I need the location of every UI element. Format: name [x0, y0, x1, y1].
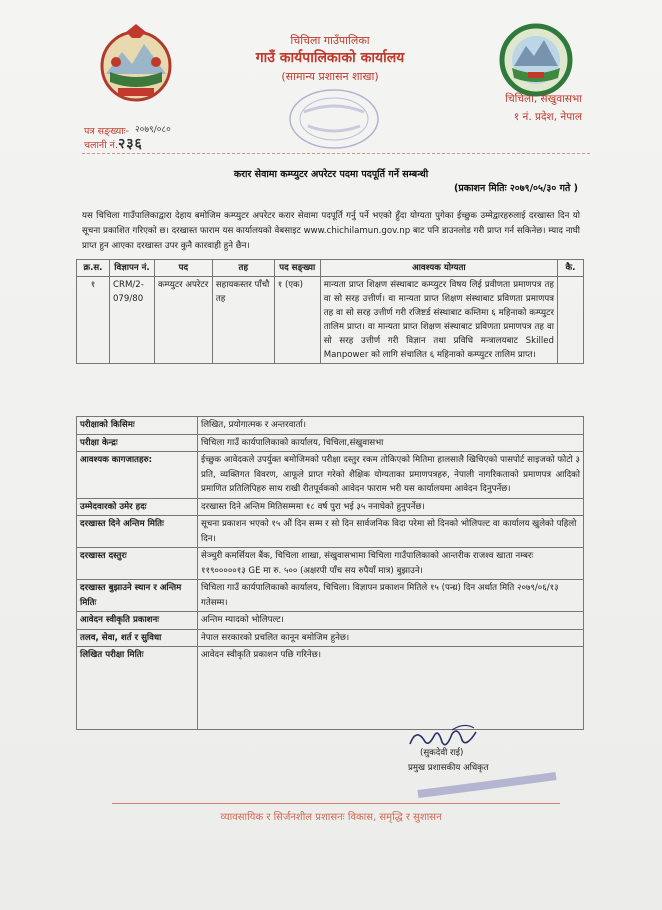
info-row-submission — [77, 580, 584, 612]
info-row-written-exam — [77, 647, 584, 730]
info-value: चिचिला गाउँ कार्यपालिकाको कार्यालय, चिचिला। विज्ञापन प्रकाशन मितिले १५ (पन्ध्र) दिन अर्थात मिति २०७९/०६/१३ गतेसम्म। — [198, 580, 584, 612]
info-value: सेञ्चुरी कमर्सियल बैंक, चिचिला शाखा, संखुवासभामा चिचिला गाउँपालिकाको आन्तरीक राजश्व खाता नम्बरः ११९०००००१३ GE मा रु. ५०० (अक्षरपी पाँच सय रुपैयाँ मात्र) बुझाउने। — [198, 548, 584, 580]
info-row-exam-type — [77, 417, 584, 435]
info-value: ईच्छुक आवेदकले उपर्युक्त बमोजिमको परीक्षा दस्तुर रकम तोकिएको मितिमा हालसालै खिचिएको पासपोर्ट साइजको फोटो ३ प्रति, व्यक्तिगत विवरण, आफूले प्राप्त गरेको शैक्षिक योग्यताका प्रमाणपत्रहरु, नेपाली नागरिकताको प्रमाणपत्र आदिको प्रमाणित प्रतिलिपिहरु साथ राखी रीतपूर्वकको आवेदन फाराम भरी यस कार्यालयमा आवेदन दिनुपर्नेछ। — [198, 452, 584, 499]
location-district: चिचिला, संखुवासभा — [505, 93, 582, 105]
info-value: लिखित, प्रयोगात्मक र अन्तरवार्ता। — [198, 417, 584, 435]
intro-paragraph: यस चिचिला गाउँपालिकाद्वारा देहाय बमोजिम कम्प्युटर अपरेटर करार सेवामा पदपूर्ति गर्नु पर्ने भएको हुँदा योग्यता पुगेका ईच्छुक उम्मेद्वारहरुलाई दरखास्त दिन यो सूचना प्रकाशित गरिएको छ। दरखास्त फाराम यस कार्यालयको वेबसाइट www.chichilamun.gov.np बाट पनि डाउनलोड गरी प्राप्त गर्न सकिनेछ। म्याद नाघी प्राप्त हुन आएका दरखास्त उपर कुनै कारवाही हुने छैन। — [82, 211, 580, 251]
info-label: दरखास्त दिने अन्तिम मितिः — [77, 516, 198, 548]
info-row-approval — [77, 612, 584, 630]
cell-level: सहायकस्तर पाँचौ तह — [212, 277, 274, 364]
patra-number-label: पत्र सङ्ख्याः- — [84, 126, 130, 137]
chalani-number-value: २३६ — [118, 136, 143, 152]
publication-date: (प्रकाशन मितिः २०७९/०५/३० गते ) — [454, 183, 578, 194]
patra-number-value: २०७९/०८० — [135, 125, 171, 135]
location-province: १ नं. प्रदेश, नेपाल — [513, 111, 582, 123]
info-row-deadline — [77, 516, 584, 548]
col-header-qualification: आवश्यक योग्यता — [320, 260, 557, 277]
info-row-salary — [77, 629, 584, 647]
footer-slogan: व्यावसायिक र सिर्जनशील प्रशासनः विकास, समृद्धि र सुशासन — [220, 812, 442, 823]
vacancy-table-header — [77, 260, 584, 277]
info-label: उम्मेदवारको उमेर हदः — [77, 498, 198, 516]
info-label: दरखास्त बुझाउने स्थान र अन्तिम मितिः — [77, 580, 198, 612]
table-row — [77, 277, 584, 364]
signatory-name: (सुकदेवी राई) — [420, 748, 464, 758]
col-header-ad-no: विज्ञापन नं. — [109, 260, 154, 277]
section-name: (सामान्य प्रशासन शाखा) — [281, 70, 379, 83]
info-row-documents — [77, 452, 584, 499]
chalani-number-label: चलानी नं. — [84, 140, 118, 151]
footer-divider — [112, 803, 560, 804]
signatory-title: प्रमुख प्रशासकीय अधिकृत — [408, 763, 489, 773]
info-table — [76, 416, 584, 730]
info-label: लिखित परीक्षा मितिः — [77, 647, 198, 730]
col-header-remarks: कै. — [557, 260, 583, 277]
notice-subject: करार सेवामा कम्प्युटर अपरेटर पदमा पदपूर्ति गर्ने सम्बन्धी — [233, 169, 429, 180]
cell-ad-no: CRM/2-079/80 — [109, 277, 154, 364]
info-value: नेपाल सरकारको प्रचलित कानून बमोजिम हुनेछ। — [198, 629, 584, 647]
municipality-name: चिचिला गाउँपालिका — [290, 34, 370, 47]
info-value: दरखास्त दिने अन्तिम मितिसम्ममा १८ वर्ष पुरा भई ३५ ननाघेको हुनुपर्नेछ। — [198, 498, 584, 516]
col-header-post: पद — [154, 260, 212, 277]
info-row-fee — [77, 548, 584, 580]
officer-stamp-icon — [412, 772, 562, 800]
cell-post: कम्प्युटर अपरेटर — [154, 277, 212, 364]
office-stamp-icon — [286, 86, 382, 152]
info-value: आवेदन स्वीकृति प्रकाशन पछि गरिनेछ। — [198, 647, 584, 730]
cell-count: १ (एक) — [274, 277, 320, 364]
info-value: सूचना प्रकाशन भएको १५ औं दिन सम्म र सो दिन सार्वजनिक विदा परेमा सो दिनको भोलिपल्ट वा कार्यालय खुलेको पहिलो दिन। — [198, 516, 584, 548]
col-header-count: पद सङ्ख्या — [274, 260, 320, 277]
col-header-sn: क्र.स. — [77, 260, 110, 277]
info-value: अन्तिम म्यादको भोलिपल्ट। — [198, 612, 584, 630]
info-row-age-limit — [77, 498, 584, 516]
vacancy-table — [76, 259, 584, 364]
col-header-level: तह — [212, 260, 274, 277]
info-label: दरखास्त दस्तुरः — [77, 548, 198, 580]
info-label: परीक्षाको किसिमः — [77, 417, 198, 435]
info-label: आवेदन स्वीकृति प्रकाशनः — [77, 612, 198, 630]
info-value: चिचिला गाउँ कार्यपालिकाको कार्यालय, चिचिला,संखुवासभा — [198, 434, 584, 452]
info-label: आवश्यक कागजातहरु: — [77, 452, 198, 499]
cell-qualification: मान्यता प्राप्त शिक्षण संस्थाबाट कम्प्युटर विषय लिई प्रवीणता प्रमाणपत्र तह वा सो सरह उत्तीर्ण। वा मान्यता प्राप्त शिक्षण संस्थाबाट प्रविणता प्रमाणपत्र तह वा सो सरह उत्तीर्ण गरी रजिष्टर्ड संस्थाबाट कम्तिमा ६ महिनाको कम्प्युटर तालिम प्राप्त। वा मान्यता प्राप्त शिक्षण संस्थाबाट प्रविणता प्रमाणपत्र तह वा सो सरह उत्तीर्ण गरी विज्ञान तथा प्रविधि मन्त्रालयबाट Skilled Manpower को लागि संचालित ६ महिनाको कम्प्युटर तालिम प्राप्त। — [320, 277, 557, 364]
nepal-emblem-icon — [96, 22, 176, 104]
header-divider — [82, 153, 590, 154]
cell-remarks — [557, 277, 583, 364]
municipality-logo-icon — [498, 20, 574, 98]
info-label: तलव, सेवा, शर्त र सुविधा — [77, 629, 198, 647]
info-row-exam-center — [77, 434, 584, 452]
office-name: गाउँ कार्यपालिकाको कार्यालय — [255, 50, 405, 66]
info-label: परीक्षा केन्द्रः — [77, 434, 198, 452]
cell-sn: १ — [77, 277, 110, 364]
